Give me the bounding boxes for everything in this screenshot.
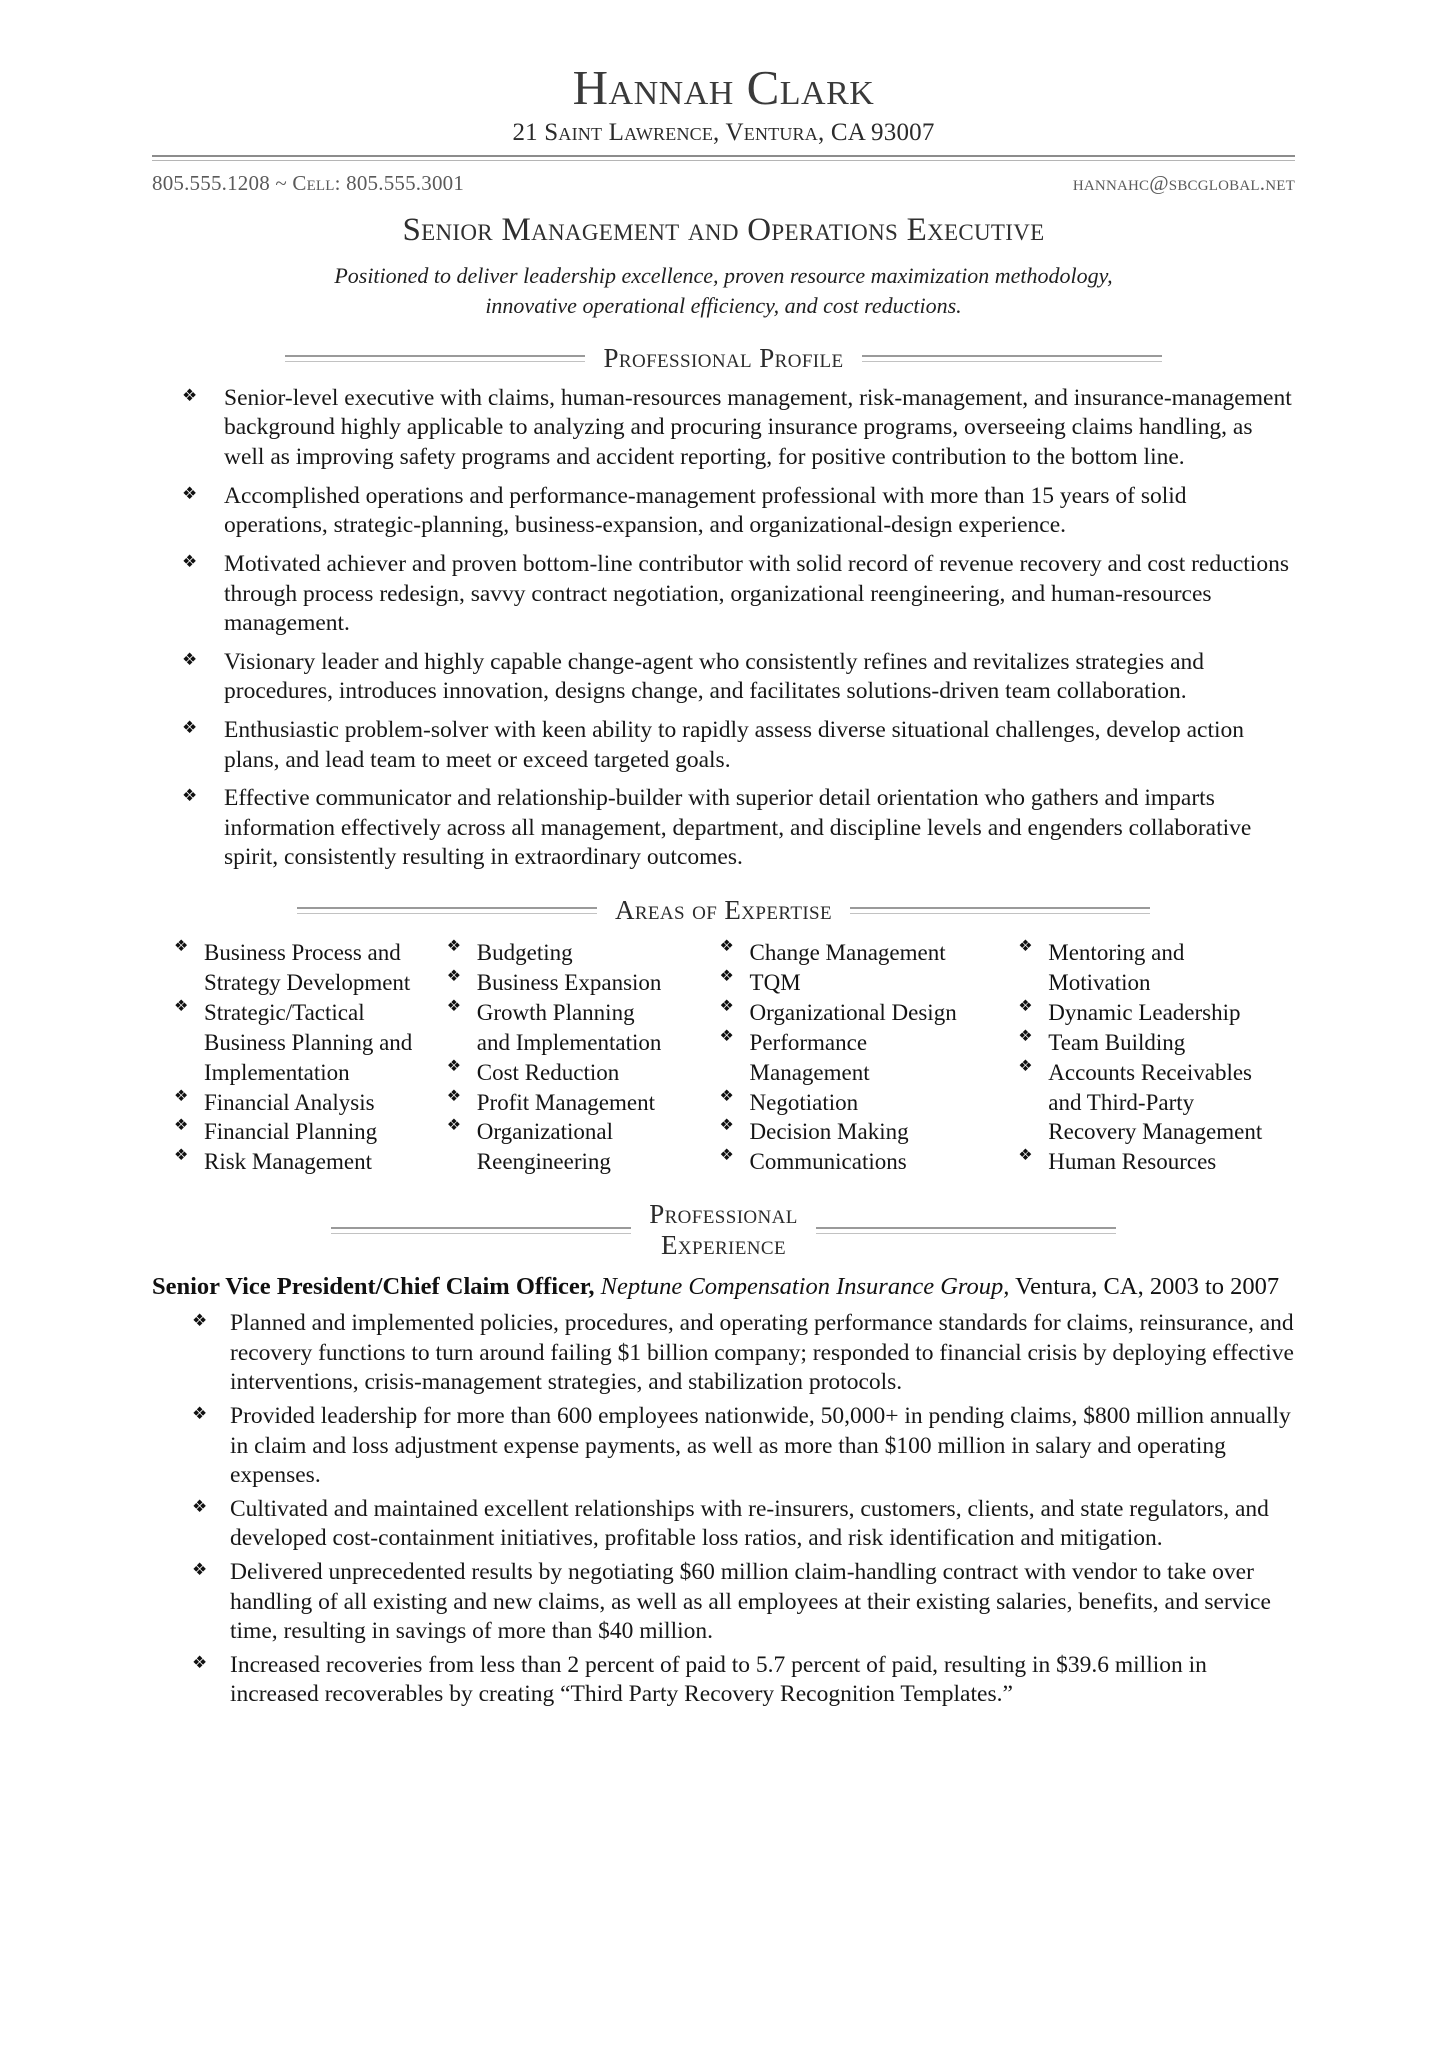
expertise-column xyxy=(706,938,997,1177)
job-company: Neptune Compensation Insurance Group, xyxy=(600,1273,1010,1301)
job-heading xyxy=(152,1271,1295,1303)
job-location-dates: Ventura, CA, 2003 to 2007 xyxy=(1015,1273,1280,1301)
profile-bullet: ❖ Enthusiastic problem-solver with keen ability to rapidly assess diverse situational challenges, develop action plans, and lead team to meet or exceed targeted goals. xyxy=(174,716,1295,775)
expertise-item: ❖ Business Process and xyxy=(160,938,425,968)
job-role: Senior Vice President/Chief Claim Officer, xyxy=(152,1273,595,1301)
expertise-item: ❖ Change Management xyxy=(706,938,997,968)
job-bullet: ❖ Cultivated and maintained excellent relationships with re-insurers, customers, clients, and state regulators, and developed cost-containment initiatives, profitable loss ratios, and risk identification and mitigation. xyxy=(174,1495,1295,1554)
tagline xyxy=(294,261,1154,320)
expertise-item-continuation: and Implementation xyxy=(476,1029,662,1055)
expertise-grid xyxy=(160,938,1295,1177)
expertise-item-continuation: Motivation xyxy=(1048,969,1151,995)
expertise-item-continuation: Reengineering xyxy=(476,1149,611,1175)
expertise-item: ❖ Organizational Design xyxy=(706,998,997,1028)
tagline-line-2: innovative operational efficiency, and cost reductions. xyxy=(485,293,962,319)
expertise-item: ❖ Growth Planning xyxy=(433,998,698,1028)
expertise-item-continuation: and Third-Party xyxy=(1048,1089,1195,1115)
expertise-item: ❖ Human Resources xyxy=(1004,1147,1295,1177)
job-bullet-list xyxy=(152,1309,1295,1710)
expertise-item-continuation: Implementation xyxy=(204,1059,350,1085)
heading-rule-left xyxy=(297,907,597,914)
header-divider xyxy=(152,155,1295,161)
profile-bullet: ❖ Accomplished operations and performance-management professional with more than 15 years of solid operations, strategic-planning, business-expansion, and organizational-design experience. xyxy=(174,482,1295,541)
expertise-item-continuation: Strategy Development xyxy=(204,969,411,995)
section-title-expertise: Areas of Expertise xyxy=(614,895,833,925)
profile-bullet: ❖ Effective communicator and relationship-builder with superior detail orientation who gathers and imparts information effectively across all management, department, and discipline levels and engenders collaborative spirit, consistently resulting in extraordinary outcomes. xyxy=(174,784,1295,873)
heading-rule-right xyxy=(816,1227,1116,1234)
job-bullet: ❖ Provided leadership for more than 600 employees nationwide, 50,000+ in pending claims, $800 million annually in claim and loss adjustment expense payments, as well as more than $100 million in salary and operating expenses. xyxy=(174,1402,1295,1491)
phone-text: 805.555.1208 ~ Cell: 805.555.3001 xyxy=(152,171,465,196)
candidate-address: 21 Saint Lawrence, Ventura, CA 93007 xyxy=(512,119,935,147)
resume-header xyxy=(152,62,1295,321)
expertise-item: ❖ TQM xyxy=(706,968,997,998)
heading-rule-right xyxy=(850,907,1150,914)
profile-bullet: ❖ Visionary leader and highly capable change-agent who consistently refines and revitalizes strategies and procedures, introduces innovation, designs change, and facilitates solutions-driven team collaboration. xyxy=(174,648,1295,707)
expertise-item: ❖ Accounts Receivables xyxy=(1004,1058,1295,1088)
expertise-column xyxy=(1004,938,1295,1177)
expertise-item: ❖ Budgeting xyxy=(433,938,698,968)
job-bullet: ❖ Planned and implemented policies, procedures, and operating performance standards for claims, reinsurance, and recovery functions to turn around failing $1 billion company; responded to financial crisis by deploying effective interventions, crisis-management strategies, and stabilization protocols. xyxy=(174,1309,1295,1398)
expertise-item: ❖ Dynamic Leadership xyxy=(1004,998,1295,1028)
expertise-item: ❖ Negotiation xyxy=(706,1088,997,1118)
expertise-item: ❖ Team Building xyxy=(1004,1028,1295,1058)
expertise-item: ❖ Business Expansion xyxy=(433,968,698,998)
expertise-column xyxy=(433,938,698,1177)
expertise-item: ❖ Profit Management xyxy=(433,1088,698,1118)
expertise-item-continuation: Recovery Management xyxy=(1048,1119,1263,1145)
expertise-item: ❖ Organizational xyxy=(433,1117,698,1147)
expertise-column xyxy=(160,938,425,1177)
profile-bullet-list xyxy=(152,384,1295,873)
heading-rule-left xyxy=(285,355,585,362)
heading-rule-right xyxy=(862,355,1162,362)
expertise-item: ❖ Financial Planning xyxy=(160,1117,425,1147)
email-text: hannahc@sbcglobal.net xyxy=(1072,171,1295,196)
heading-rule-left xyxy=(331,1227,631,1234)
experience-list xyxy=(152,1271,1295,1710)
section-title-experience-line1: Professional xyxy=(649,1199,798,1230)
expertise-item: ❖ Financial Analysis xyxy=(160,1088,425,1118)
section-title-experience xyxy=(649,1199,798,1261)
expertise-item: ❖ Cost Reduction xyxy=(433,1058,698,1088)
profile-bullet: ❖ Motivated achiever and proven bottom-line contributor with solid record of revenue recovery and cost reductions through process redesign, savvy contract negotiation, organizational reengineering, and human-resources management. xyxy=(174,550,1295,639)
section-heading-experience xyxy=(152,1199,1295,1261)
expertise-item: ❖ Mentoring and xyxy=(1004,938,1295,968)
expertise-item: ❖ Communications xyxy=(706,1147,997,1177)
tagline-line-1: Positioned to deliver leadership excellence, proven resource maximization methodology, xyxy=(334,263,1113,289)
expertise-item-continuation: Management xyxy=(749,1059,870,1085)
candidate-name: Hannah Clark xyxy=(572,60,875,115)
job-bullet: ❖ Delivered unprecedented results by negotiating $60 million claim-handling contract with vendor to take over handling of all existing and new claims, as well as all employees at their existing salaries, benefits, and service time, resulting in savings of more than $40 million. xyxy=(174,1558,1295,1647)
expertise-item: ❖ Performance xyxy=(706,1028,997,1058)
section-heading-profile xyxy=(152,343,1295,374)
expertise-item: ❖ Decision Making xyxy=(706,1117,997,1147)
expertise-item: ❖ Strategic/Tactical xyxy=(160,998,425,1028)
expertise-item-continuation: Business Planning and xyxy=(204,1029,413,1055)
job-bullet: ❖ Increased recoveries from less than 2 percent of paid to 5.7 percent of paid, resulting in $39.6 million in increased recoverables by creating “Third Party Recovery Recognition Templates.” xyxy=(174,1651,1295,1710)
section-title-profile: Professional Profile xyxy=(603,342,844,373)
section-heading-expertise xyxy=(152,895,1295,926)
section-title-experience-line2: Experience xyxy=(661,1230,786,1261)
profile-bullet: ❖ Senior-level executive with claims, human-resources management, risk-management, and insurance-management background highly applicable to analyzing and procuring insurance programs, overseeing claims handling, as well as improving safety programs and accident reporting, for positive contribution to the bottom line. xyxy=(174,384,1295,473)
professional-headline: Senior Management and Operations Executive xyxy=(402,212,1045,249)
expertise-item: ❖ Risk Management xyxy=(160,1147,425,1177)
contact-row xyxy=(152,171,1295,196)
